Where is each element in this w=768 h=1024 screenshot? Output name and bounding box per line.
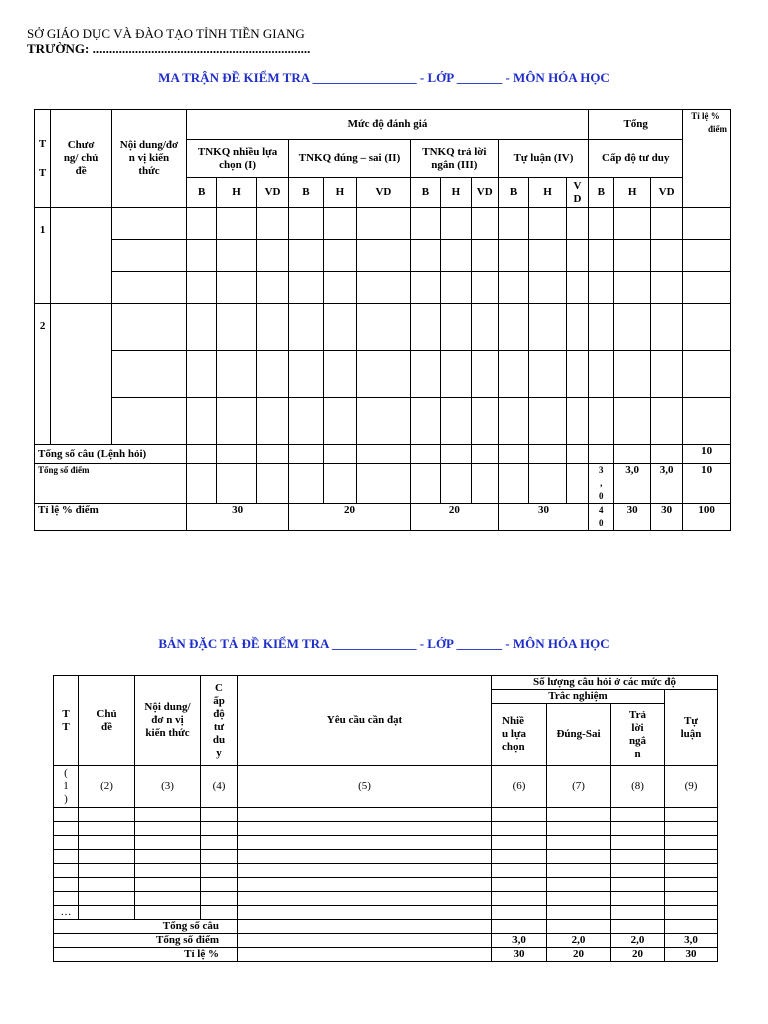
level-header: Mức độ đánh giá <box>186 110 588 140</box>
spec-count-header: Số lượng câu hỏi ở các mức độ <box>492 676 718 690</box>
spec-truefalse-header: Đúng-Sai <box>547 704 611 766</box>
group-multi-choice-header: TNKQ nhiều lựa chọn (I) <box>186 140 288 178</box>
sum-points-b <box>589 464 614 504</box>
spec-essay-header <box>665 690 718 766</box>
group-true-false-header: TNKQ đúng – sai (II) <box>289 140 411 178</box>
spec-percent-multi: 30 <box>492 948 547 962</box>
spec-content-header <box>135 676 201 766</box>
row-number-2: 2 <box>39 320 46 332</box>
sum-points-vd: 3,0 <box>650 464 682 504</box>
level-h: H <box>614 178 650 208</box>
ellipsis-cell: … <box>54 906 79 920</box>
content-header <box>111 110 186 208</box>
document-header <box>27 26 310 56</box>
sum-points-total: 10 <box>683 464 731 504</box>
col-num-1-text: ( 1 ) <box>63 767 69 805</box>
col-num-5: (5) <box>238 766 492 808</box>
spec-short-header <box>611 704 665 766</box>
department-name: SỞ GIÁO DỤC VÀ ĐÀO TẠO TỈNH TIỀN GIANG <box>27 26 305 41</box>
spec-percent-truefalse: 20 <box>547 948 611 962</box>
percent-vd: 30 <box>650 504 682 531</box>
percent-group3: 20 <box>410 504 498 531</box>
col-num-4: (4) <box>201 766 238 808</box>
spec-short-header-text: Trả lời ngắ n <box>628 708 647 760</box>
spec-table <box>53 675 718 962</box>
spec-percent-essay: 30 <box>665 948 718 962</box>
level-vd: VD <box>256 178 288 208</box>
level-h: H <box>323 178 356 208</box>
sum-points-b-text: 3 , 0 <box>598 465 604 501</box>
spec-title: BẢN ĐẶC TẢ ĐỀ KIỂM TRA _____________ - LỚP _______ - MÔN HÓA HỌC <box>158 636 610 651</box>
col-num-3: (3) <box>135 766 201 808</box>
spec-sum-questions-label: Tổng số câu <box>54 920 238 934</box>
percent-b <box>589 504 614 531</box>
spec-percent-short: 20 <box>611 948 665 962</box>
content-header-text: Nội dung/đơ n vị kiến thức <box>119 139 179 177</box>
tt-header <box>35 110 51 208</box>
level-vd: VD <box>471 178 498 208</box>
row-number <box>35 304 51 445</box>
level-v: V <box>573 179 582 192</box>
spec-topic-header <box>79 676 135 766</box>
level-vd: VD <box>650 178 682 208</box>
chapter-header-text: Chươ ng/ chủ đề <box>63 139 99 177</box>
col-num-7: (7) <box>547 766 611 808</box>
group-short-answer-header: TNKQ trả lời ngắn (III) <box>410 140 498 178</box>
spec-objective-header: Trắc nghiệm <box>492 690 665 704</box>
percent-header-sub: điểm <box>708 124 727 134</box>
percent-h: 30 <box>614 504 650 531</box>
spec-points-short: 2,0 <box>611 934 665 948</box>
sum-questions-total: 10 <box>683 445 731 464</box>
group-essay-header: Tự luận (IV) <box>498 140 588 178</box>
level-b: B <box>289 178 323 208</box>
percent-group1: 30 <box>186 504 288 531</box>
level-h: H <box>529 178 566 208</box>
cognitive-level-header: Cấp độ tư duy <box>589 140 683 178</box>
spec-tt-header-text: T T <box>62 707 70 733</box>
percent-label: Tỉ lệ % điểm <box>35 504 187 531</box>
spec-level-header <box>201 676 238 766</box>
tt-header-top: T <box>38 137 47 150</box>
percent-total: 100 <box>683 504 731 531</box>
spec-level-header-text: C ấp độ tư du y <box>212 681 226 759</box>
percent-group2: 20 <box>289 504 411 531</box>
school-name: TRƯỜNG: ................................................................... <box>27 41 311 56</box>
level-d: D <box>573 192 582 205</box>
spec-points-truefalse: 2,0 <box>547 934 611 948</box>
percent-header <box>683 110 731 208</box>
total-header: Tổng <box>589 110 683 140</box>
level-b: B <box>186 178 216 208</box>
spec-points-multi: 3,0 <box>492 934 547 948</box>
spec-topic-header-text: Chủ đề <box>96 707 117 733</box>
col-num-8: (8) <box>611 766 665 808</box>
matrix-title: MA TRẬN ĐỀ KIỂM TRA ________________ - LỚP _______ - MÔN HÓA HỌC <box>158 70 610 85</box>
col-num-9: (9) <box>665 766 718 808</box>
chapter-cell <box>51 304 112 445</box>
percent-b-text: 4 0 <box>598 505 604 528</box>
chapter-cell <box>51 208 112 304</box>
chapter-header <box>51 110 112 208</box>
sum-points-h: 3,0 <box>614 464 650 504</box>
col-num-6: (6) <box>492 766 547 808</box>
spec-points-essay: 3,0 <box>665 934 718 948</box>
spec-percent-label: Tỉ lệ % <box>54 948 238 962</box>
level-vd-split <box>566 178 588 208</box>
spec-essay-header-text: Tự luận <box>680 714 702 740</box>
spec-multi-header-text: Nhiề u lựa chọn <box>502 715 527 753</box>
spec-content-header-text: Nội dung/đơ n vị kiến thức <box>144 701 191 739</box>
level-b: B <box>498 178 528 208</box>
level-b: B <box>589 178 614 208</box>
percent-group4: 30 <box>498 504 588 531</box>
sum-questions-label: Tổng số câu (Lệnh hỏi) <box>35 445 187 464</box>
level-b: B <box>410 178 440 208</box>
spec-sum-points-label: Tổng số điểm <box>54 934 238 948</box>
level-h: H <box>441 178 471 208</box>
level-h: H <box>217 178 257 208</box>
percent-header-text: Tỉ lệ % <box>691 111 720 121</box>
col-num-1 <box>54 766 79 808</box>
spec-multi-header <box>492 704 547 766</box>
row-number <box>35 208 51 304</box>
matrix-table <box>34 109 731 531</box>
tt-header-bottom: T <box>38 166 47 179</box>
sum-points-label: Tổng số điểm <box>35 464 187 504</box>
col-num-2: (2) <box>79 766 135 808</box>
row-number-1: 1 <box>39 224 46 236</box>
spec-tt-header <box>54 676 79 766</box>
spec-requirement-header: Yêu cầu cần đạt <box>238 676 492 766</box>
level-vd: VD <box>357 178 411 208</box>
